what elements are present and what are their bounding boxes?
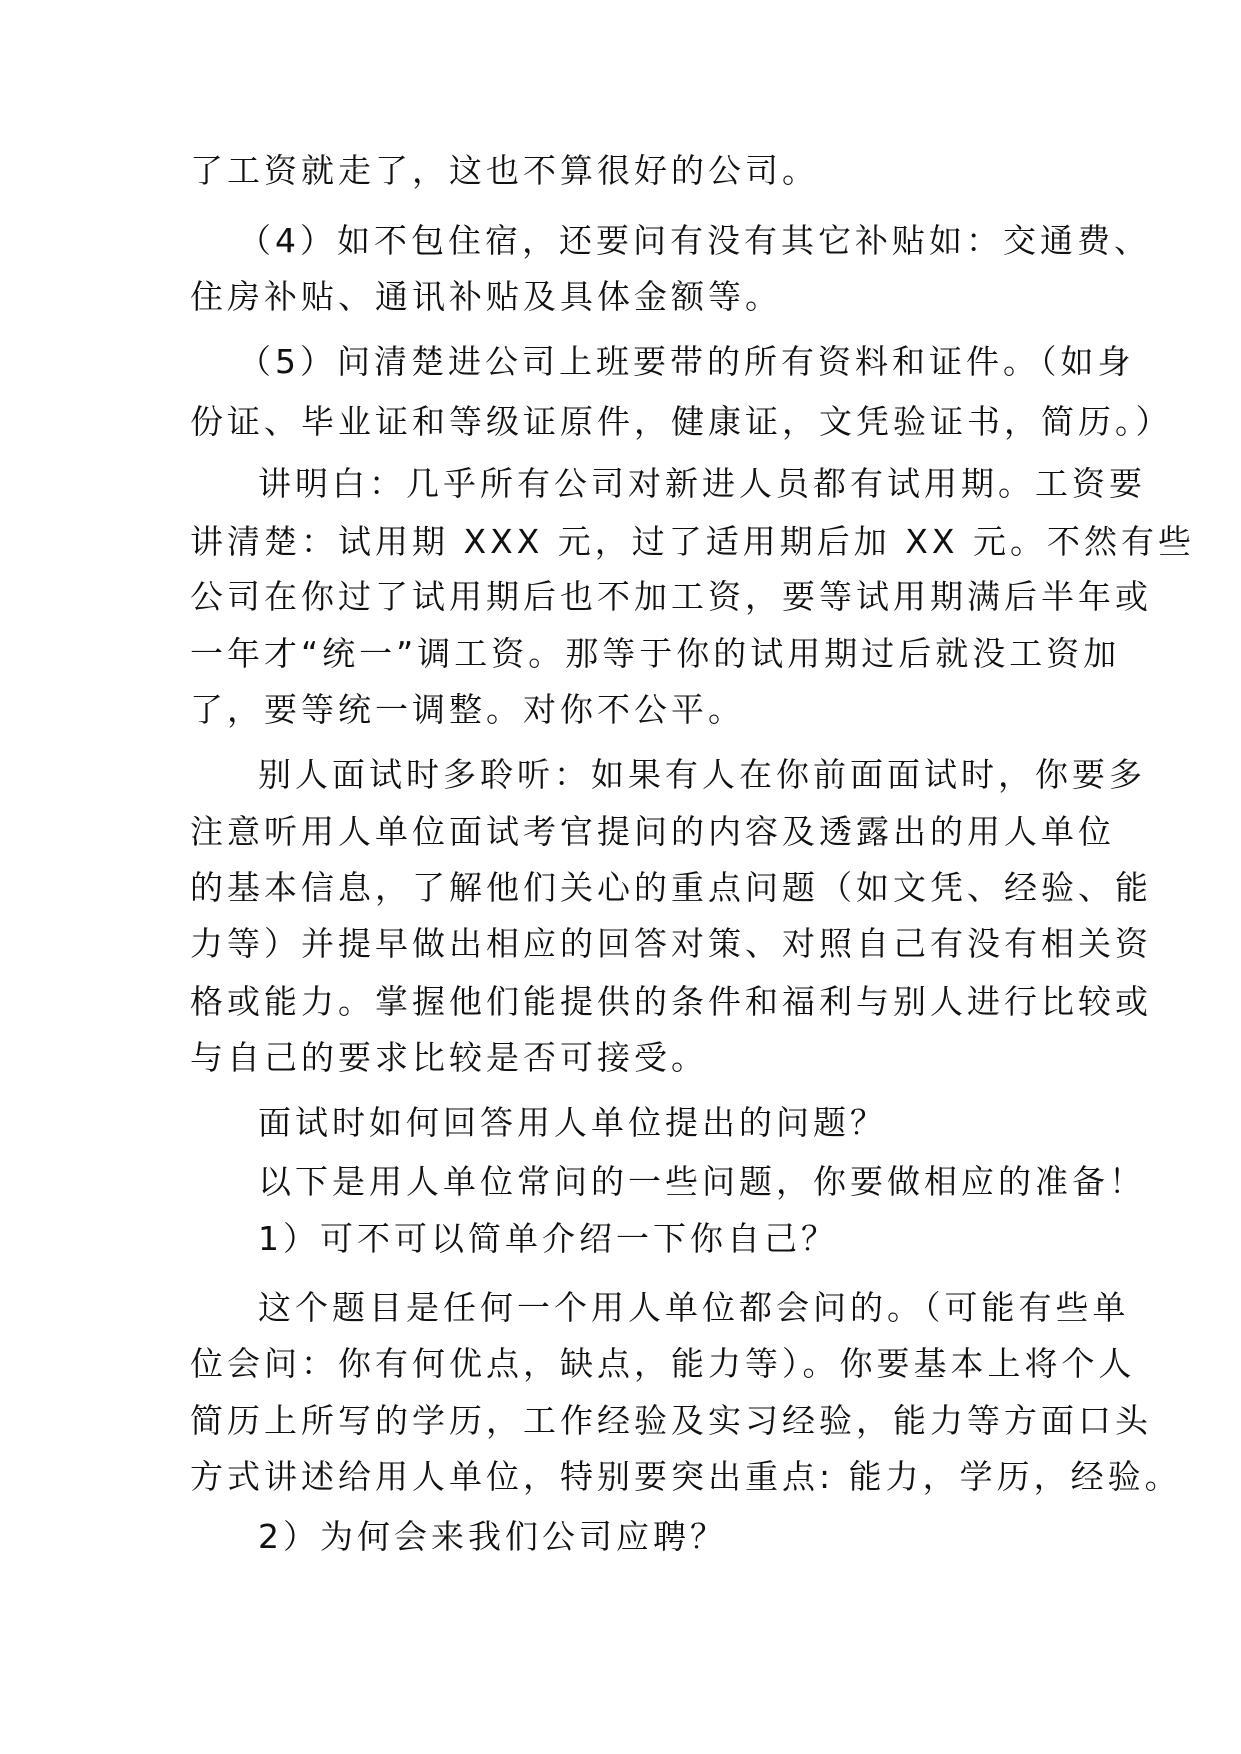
text-line: 讲明白：几乎所有公司对新进人员都有试用期。工资要 bbox=[258, 464, 1146, 503]
text-line: 位会问：你有何优点，缺点，能力等）。你要基本上将个人 bbox=[190, 1344, 1136, 1383]
text-line: 力等）并提早做出相应的回答对策、对照自己有没有相关资 bbox=[190, 924, 1152, 963]
text-line: 以下是用人单位常问的一些问题，你要做相应的准备！ bbox=[258, 1162, 1146, 1201]
text-line: 面试时如何回答用人单位提出的问题？ bbox=[258, 1103, 887, 1142]
text-line: （4）如不包住宿，还要问有没有其它补贴如：交通费、 bbox=[238, 221, 1151, 260]
text-line: 了工资就走了，这也不算很好的公司。 bbox=[190, 151, 819, 190]
text-line: 注意听用人单位面试考官提问的内容及透露出的用人单位 bbox=[190, 812, 1115, 851]
text-line: 2）为何会来我们公司应聘？ bbox=[258, 1517, 727, 1556]
text-line: 份证、毕业证和等级证原件，健康证，文凭验证书，简历。） bbox=[190, 402, 1173, 441]
text-line: 了，要等统一调整。对你不公平。 bbox=[190, 690, 745, 729]
text-line: 公司在你过了试用期后也不加工资，要等试用期满后半年或 bbox=[190, 577, 1152, 616]
text-line: 一年才“统一”调工资。那等于你的试用期过后就没工资加 bbox=[190, 634, 1121, 673]
text-line: 讲清楚：试用期 XXX 元，过了适用期后加 XX 元。不然有些 bbox=[190, 522, 1195, 561]
text-line: （5）问清楚进公司上班要带的所有资料和证件。（如身 bbox=[238, 342, 1135, 381]
text-line: 简历上所写的学历，工作经验及实习经验，能力等方面口头 bbox=[190, 1401, 1152, 1440]
text-line: 别人面试时多聆听：如果有人在你前面面试时，你要多 bbox=[258, 755, 1146, 794]
text-line: 格或能力。掌握他们能提供的条件和福利与别人进行比较或 bbox=[190, 982, 1152, 1021]
text-line: 这个题目是任何一个用人单位都会问的。（可能有些单 bbox=[258, 1288, 1130, 1327]
text-line: 与自己的要求比较是否可接受。 bbox=[190, 1038, 708, 1077]
text-line: 住房补贴、通讯补贴及具体金额等。 bbox=[190, 277, 782, 316]
text-line: 的基本信息，了解他们关心的重点问题（如文凭、经验、能 bbox=[190, 868, 1152, 907]
text-line: 方式讲述给用人单位，特别要突出重点: 能力，学历，经验。 bbox=[190, 1457, 1182, 1496]
text-line: 1）可不可以简单介绍一下你自己？ bbox=[258, 1219, 838, 1258]
